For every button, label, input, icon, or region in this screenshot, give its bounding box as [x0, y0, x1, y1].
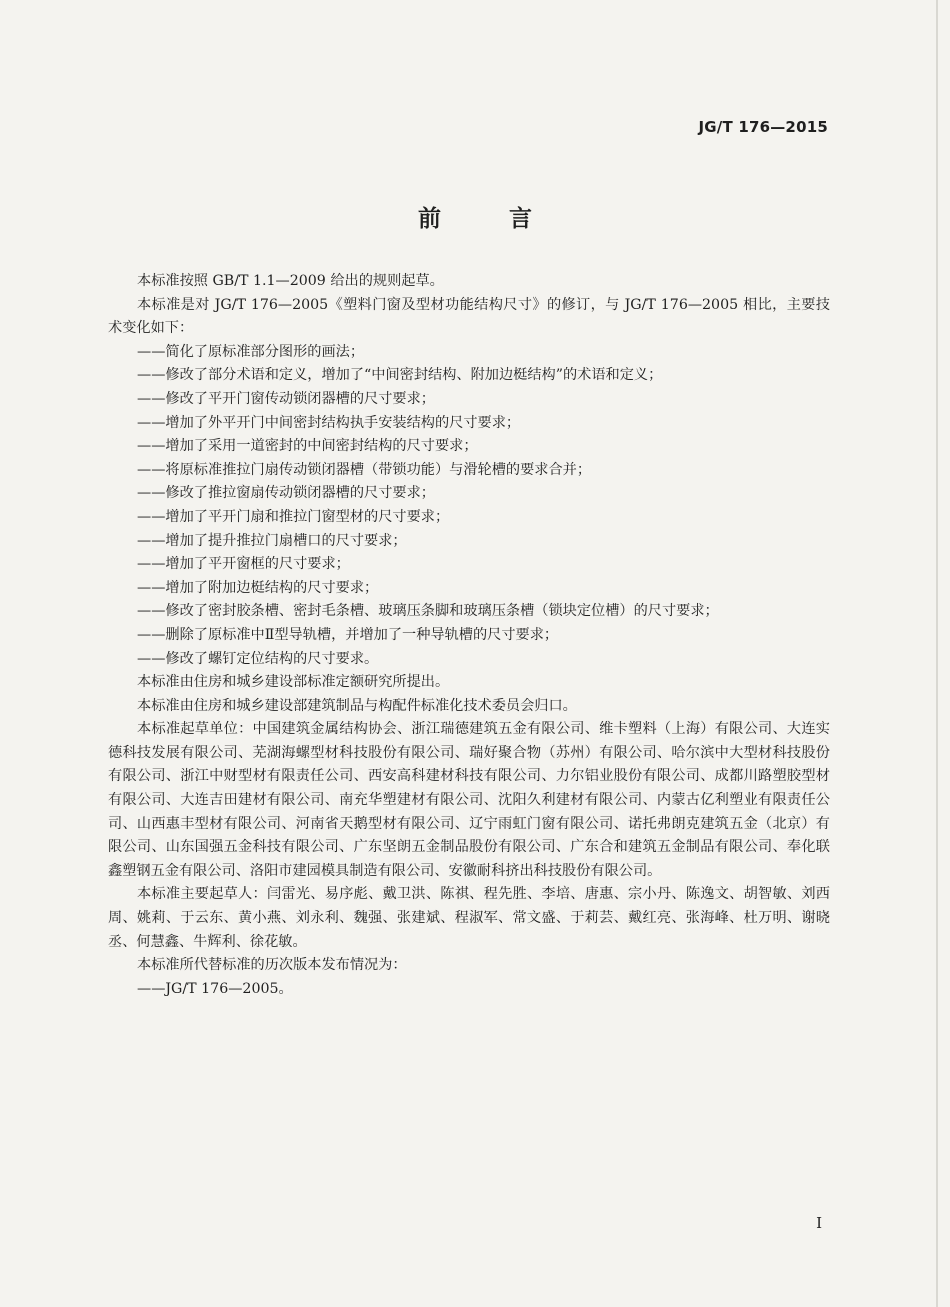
page-edge [936, 0, 938, 1307]
change-item: ——增加了外平开门中间密封结构执手安装结构的尺寸要求； [137, 414, 521, 431]
paragraph-drafting-units: 本标准起草单位：中国建筑金属结构协会、浙江瑞德建筑五金有限公司、维卡塑料（上海）有限公司、大连实德科技发展有限公司、芜湖海螺型材科技股份有限公司、瑞好聚合物（苏州）有限公司、哈尔滨中大型材科技股份有限公司、浙江中财型材有限责任公司、西安高科建材科技有限公司、力尔铝业股份有限公司、成都川路塑胶型材有限公司、大连吉田建材有限公司、南充华塑建材有限公司、沈阳久利建材有限公司、内蒙古亿利塑业有限责任公司、山西惠丰型材有限公司、河南省天鹅型材有限公司、辽宁雨虹门窗有限公司、诺托弗朗克建筑五金（北京）有限公司、山东国强五金科技有限公司、广东坚朗五金制品股份有限公司、广东合和建筑五金制品有限公司、奉化联鑫塑钢五金有限公司、洛阳市建园模具制造有限公司、安徽耐科挤出科技股份有限公司。 [108, 721, 830, 879]
change-item: ——修改了部分术语和定义，增加了“中间密封结构、附加边梃结构”的术语和定义； [137, 367, 663, 384]
change-item: ——增加了采用一道密封的中间密封结构的尺寸要求； [137, 438, 478, 455]
paragraph-revision-intro: 本标准是对 JG/T 176—2005《塑料门窗及型材功能结构尺寸》的修订，与 JG/T 176—2005 相比，主要技术变化如下： [108, 296, 830, 337]
change-item: ——修改了平开门窗传动锁闭器槽的尺寸要求； [137, 390, 435, 407]
change-item: ——修改了螺钉定位结构的尺寸要求。 [137, 650, 379, 667]
paragraph-drafters: 本标准主要起草人：闫雷光、易序彪、戴卫洪、陈祺、程先胜、李培、唐惠、宗小丹、陈逸文、胡智敏、刘西周、姚莉、于云东、黄小燕、刘永利、魏强、张建斌、程淑军、常文盛、于莉芸、戴红亮、张海峰、杜万明、谢晓丞、何慧鑫、牛辉利、徐花敏。 [108, 886, 830, 950]
change-item: ——简化了原标准部分图形的画法； [137, 343, 365, 360]
paragraph-history-intro: 本标准所代替标准的历次版本发布情况为： [137, 957, 407, 974]
page-number: I [816, 1214, 822, 1232]
change-item: ——增加了附加边梃结构的尺寸要求； [137, 579, 379, 596]
change-item: ——增加了平开窗框的尺寸要求； [137, 556, 350, 573]
change-item: ——将原标准推拉门扇传动锁闭器槽（带锁功能）与滑轮槽的要求合并； [137, 461, 592, 478]
change-item: ——删除了原标准中Ⅱ型导轨槽，并增加了一种导轨槽的尺寸要求； [137, 626, 559, 643]
change-item: ——增加了提升推拉门扇槽口的尺寸要求； [137, 532, 407, 549]
change-item: ——修改了密封胶条槽、密封毛条槽、玻璃压条脚和玻璃压条槽（锁块定位槽）的尺寸要求； [137, 603, 719, 620]
paragraph-drafting-rules: 本标准按照 GB/T 1.1—2009 给出的规则起草。 [137, 273, 444, 289]
change-list [108, 341, 830, 671]
document-body [108, 270, 830, 1001]
change-item: ——增加了平开门扇和推拉门窗型材的尺寸要求； [137, 508, 450, 525]
paragraph-proposer: 本标准由住房和城乡建设部标准定额研究所提出。 [137, 674, 450, 691]
paragraph-committee: 本标准由住房和城乡建设部建筑制品与构配件标准化技术委员会归口。 [137, 697, 577, 714]
standard-code: JG/T 176—2015 [698, 118, 828, 136]
page-title: 前 言 [417, 205, 562, 232]
history-item: ——JG/T 176—2005。 [137, 980, 293, 997]
change-item: ——修改了推拉窗扇传动锁闭器槽的尺寸要求； [137, 485, 435, 502]
